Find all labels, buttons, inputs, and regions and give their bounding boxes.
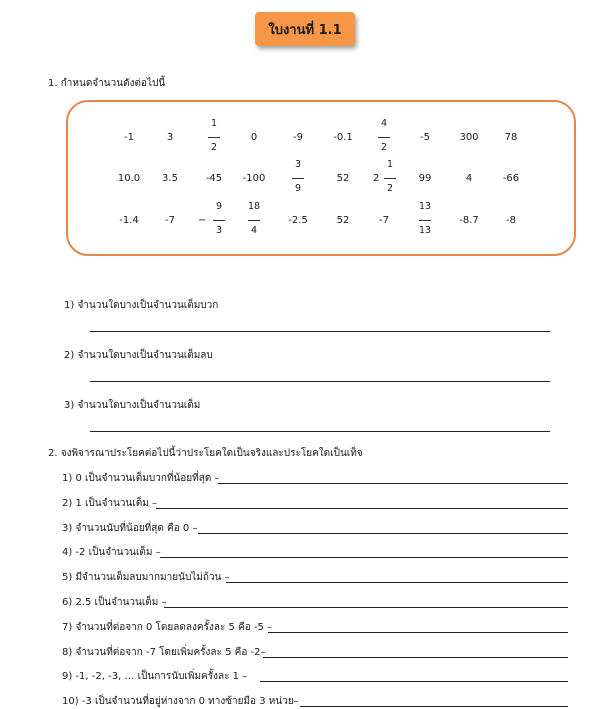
number-item: 10.0: [117, 173, 141, 184]
number-item: -7: [165, 215, 175, 226]
fraction-numerator: 13: [418, 201, 432, 212]
fraction-bar: [384, 178, 396, 179]
number-item: 300: [459, 132, 479, 143]
mixed-number-whole: 2: [373, 173, 380, 184]
fraction-denominator: 2: [380, 142, 388, 153]
number-item: 4: [465, 173, 473, 184]
number-item: -1: [124, 132, 134, 143]
fraction-denominator: 4: [250, 225, 258, 236]
number-item: -8.7: [459, 215, 479, 226]
fraction: [211, 201, 227, 241]
answer-line[interactable]: [268, 632, 568, 633]
statement-8: 8) จำนวนที่ต่อจาก -7 โดยเพิ่มครั้งละ 5 คือ -2–: [62, 646, 266, 658]
number-item: -2.5: [288, 215, 308, 226]
answer-line[interactable]: [156, 508, 568, 509]
number-item: -8: [506, 215, 516, 226]
question-2: 2) จำนวนใดบางเป็นจำนวนเต็มลบ: [64, 350, 213, 361]
number-item: -9: [293, 132, 303, 143]
fraction-numerator: 3: [294, 159, 302, 170]
fraction-denominator: 2: [386, 183, 394, 194]
answer-line[interactable]: [164, 607, 568, 608]
fraction-denominator: 3: [215, 225, 223, 236]
number-item: -66: [502, 173, 520, 184]
statement-5: 5) มีจำนวนเต็มลบมากมายนับไม่ถ้วน –: [62, 572, 230, 584]
number-item: 52: [336, 215, 350, 226]
fraction-sign: −: [198, 215, 207, 226]
statement-6: 6) 2.5 เป็นจำนวนเต็ม –: [62, 597, 167, 608]
answer-line-3[interactable]: [90, 431, 550, 432]
answer-line[interactable]: [260, 681, 568, 682]
statement-9: 9) -1, -2, -3, … เป็นการนับเพิ่มครั้งละ 1 –: [62, 671, 248, 683]
number-item: 3.5: [162, 173, 178, 184]
section1-heading: 1. กำหนดจำนวนดังต่อไปนี้: [48, 78, 166, 89]
worksheet-title: ใบงานที่ 1.1: [255, 12, 355, 46]
number-item: -0.1: [333, 132, 353, 143]
fraction-numerator: 1: [386, 159, 394, 170]
statement-1: 1) 0 เป็นจำนวนเต็มบวกที่น้อยที่สุด –: [62, 473, 220, 484]
number-item: -7: [379, 215, 389, 226]
fraction-numerator: 1: [210, 118, 218, 129]
fraction-numerator: 4: [380, 118, 388, 129]
question-3: 3) จำนวนใดบางเป็นจำนวนเต็ม: [64, 400, 201, 411]
statement-7: 7) จำนวนที่ต่อจาก 0 โดยลดลงครั้งละ 5 คือ -5 –: [62, 621, 273, 633]
fraction: [206, 118, 222, 158]
fraction-bar: [419, 220, 431, 221]
fraction-denominator: 9: [294, 183, 302, 194]
fraction-bar: [213, 220, 225, 221]
fraction-denominator: 13: [418, 225, 432, 236]
fraction: [290, 159, 306, 199]
fraction-bar: [208, 137, 220, 138]
answer-line-1[interactable]: [90, 331, 550, 332]
answer-line[interactable]: [198, 533, 568, 534]
fraction-bar: [378, 137, 390, 138]
number-item: -100: [242, 173, 266, 184]
answer-line[interactable]: [300, 706, 568, 707]
fraction: [382, 159, 398, 199]
number-item: 99: [418, 173, 432, 184]
statement-2: 2) 1 เป็นจำนวนเต็ม –: [62, 497, 158, 509]
answer-line[interactable]: [226, 582, 568, 583]
answer-line[interactable]: [160, 557, 568, 558]
fraction-denominator: 2: [210, 142, 218, 153]
fraction: [376, 118, 392, 158]
section2-heading: 2. จงพิจารณาประโยคต่อไปนี้ว่าประโยคใดเป็นจริงและประโยคใดเป็นเท็จ: [48, 448, 363, 459]
number-item: 0: [250, 132, 258, 143]
fraction: [417, 201, 433, 241]
statement-4: 4) -2 เป็นจำนวนเต็ม –: [62, 547, 161, 559]
fraction: [246, 201, 262, 241]
fraction-numerator: 18: [247, 201, 261, 212]
fraction-bar: [292, 178, 304, 179]
statement-3: 3) จำนวนนับที่น้อยที่สุด คือ 0 –: [62, 522, 198, 534]
number-item: 78: [504, 132, 518, 143]
number-item: -45: [205, 173, 223, 184]
answer-line-2[interactable]: [90, 381, 550, 382]
answer-line[interactable]: [218, 483, 568, 484]
number-item: 3: [166, 132, 174, 143]
fraction-bar: [248, 220, 260, 221]
fraction-numerator: 9: [215, 201, 223, 212]
number-item: 52: [336, 173, 350, 184]
number-set-box: [66, 100, 576, 256]
number-item: -1.4: [119, 215, 139, 226]
number-item: -5: [420, 132, 430, 143]
question-1: 1) จำนวนใดบางเป็นจำนวนเต็มบวก: [64, 300, 219, 311]
statement-10: 10) -3 เป็นจำนวนที่อยู่ห่างจาก 0 ทางซ้ายมือ 3 หน่วย–: [62, 696, 299, 708]
answer-line[interactable]: [263, 657, 568, 658]
